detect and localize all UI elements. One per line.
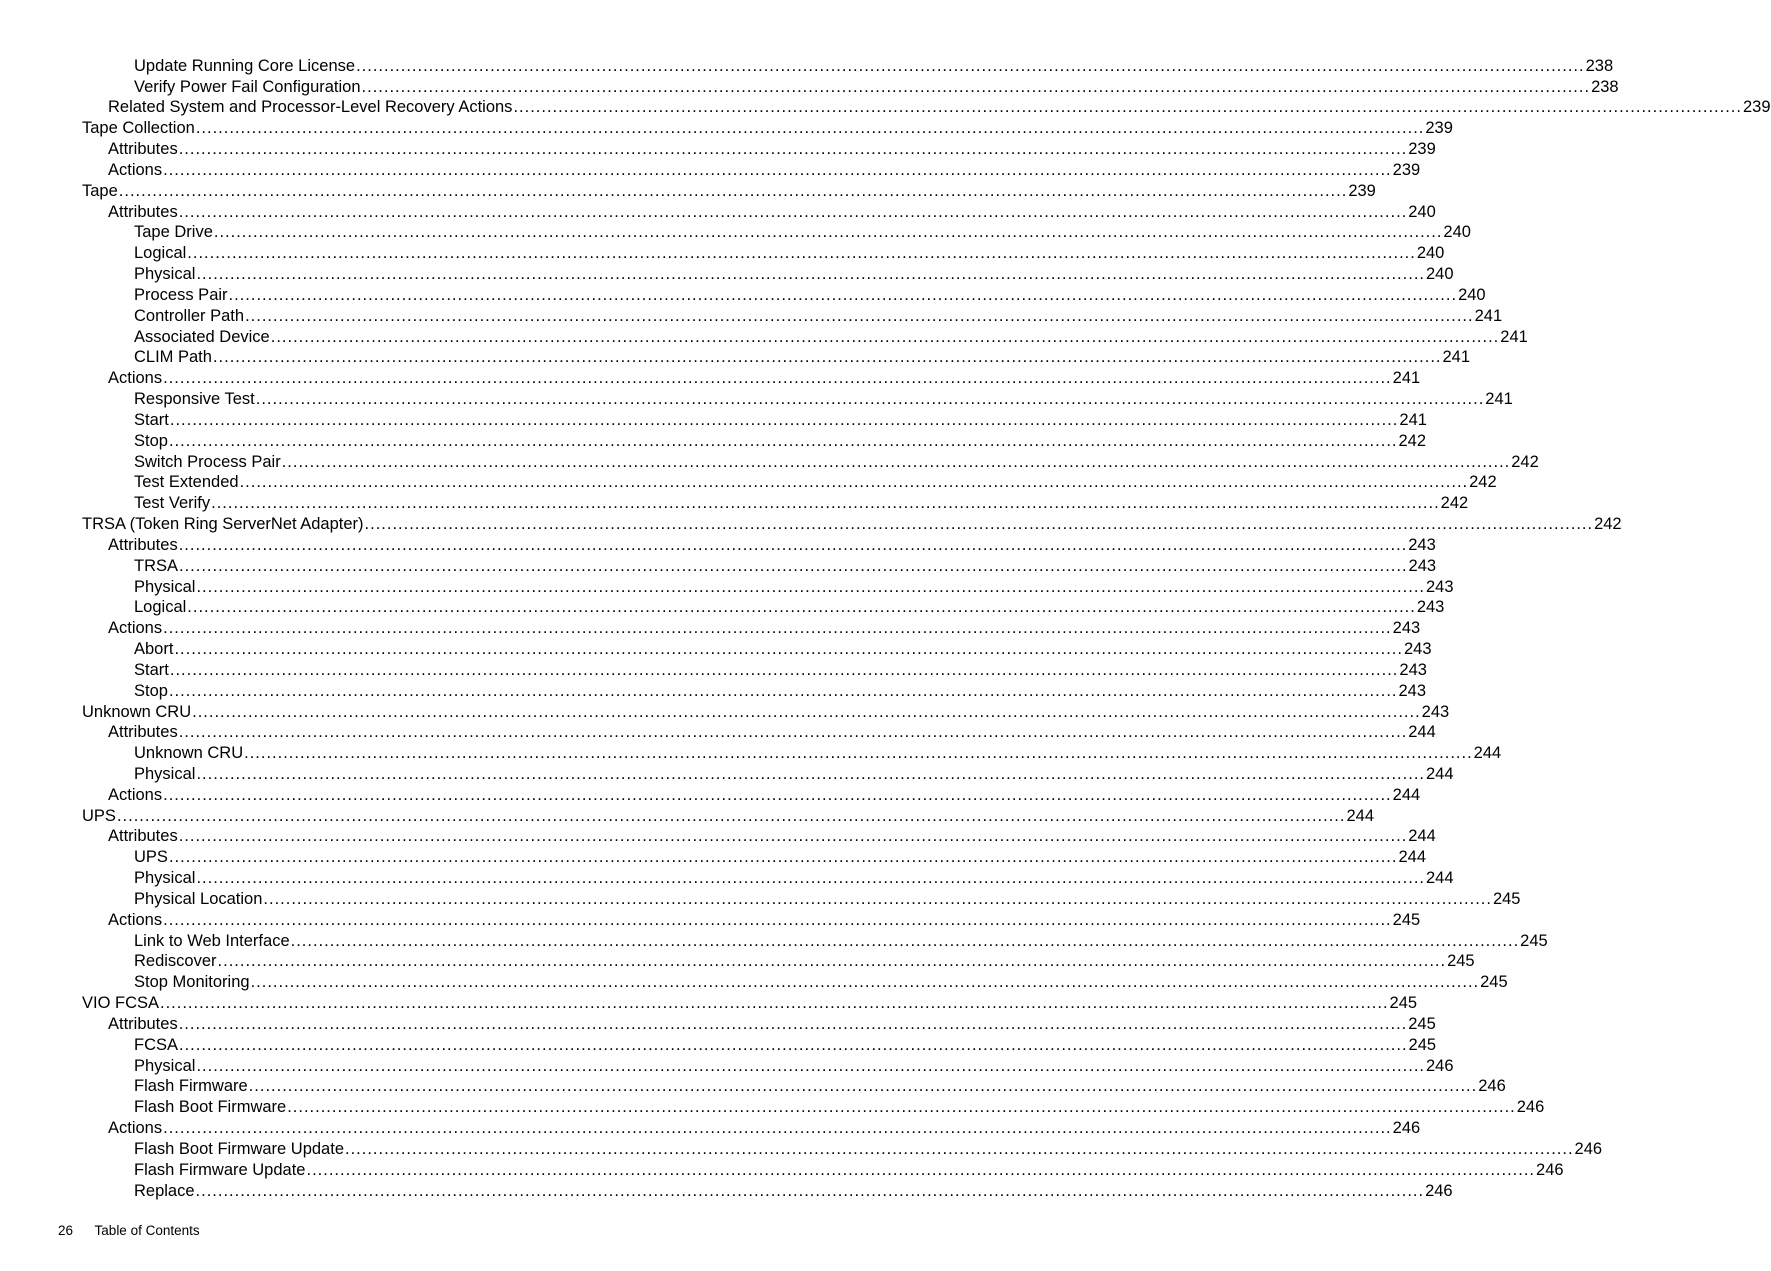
footer-section-title: Table of Contents [94,1223,200,1238]
toc-entry-title: Actions [108,369,163,388]
toc-entry[interactable] [0,347,1471,368]
toc-entry-title: Test Extended [134,473,239,492]
toc-entry-page: 243 [1425,577,1454,596]
toc-entry[interactable] [0,1138,1603,1159]
toc-dot-leader: ............................................................................................................................................................................................................................ [192,702,1421,721]
toc-entry-title: Actions [108,785,163,804]
toc-entry-title: Physical [134,869,196,888]
toc-dot-leader: ............................................................................................................................................................................................................................ [178,1014,1408,1033]
toc-dot-leader: ............................................................................................................................................................................................................................ [169,410,1399,429]
toc-entry-title: Physical Location [134,889,263,908]
toc-entry[interactable] [0,117,1453,138]
toc-dot-leader: ............................................................................................................................................................................................................................ [263,889,1492,908]
toc-entry-title: Actions [108,619,163,638]
toc-entry[interactable] [0,576,1454,597]
toc-entry[interactable] [0,701,1450,722]
toc-entry-title: Verify Power Fail Configuration [134,77,361,96]
toc-entry-title: Actions [108,160,163,179]
toc-dot-leader: ............................................................................................................................................................................................................................ [168,848,1398,867]
toc-entry-page: 244 [1346,806,1374,825]
toc-entry[interactable] [0,951,1475,972]
toc-dot-leader: ............................................................................................................................................................................................................................ [217,952,1447,971]
toc-dot-leader: ............................................................................................................................................................................................................................ [287,1098,1516,1117]
toc-entry-page: 246 [1392,1119,1421,1138]
toc-entry-page: 245 [1392,910,1421,929]
toc-dot-leader: ............................................................................................................................................................................................................................ [118,181,1348,200]
toc-entry-page: 241 [1474,306,1503,325]
toc-entry-page: 246 [1516,1098,1545,1117]
toc-dot-leader: ............................................................................................................................................................................................................................ [270,327,1500,346]
toc-entry[interactable] [0,805,1374,826]
toc-entry[interactable] [0,430,1427,451]
toc-entry-page: 245 [1447,952,1475,971]
toc-entry[interactable] [0,1117,1421,1138]
toc-entry-page: 242 [1511,452,1539,471]
toc-entry-title: Attributes [108,140,178,159]
toc-entry-title: Attributes [108,202,178,221]
toc-entry[interactable] [0,617,1421,638]
toc-entry[interactable] [0,826,1436,847]
toc-dot-leader: ............................................................................................................................................................................................................................ [187,598,1416,617]
toc-entry-page: 244 [1425,764,1454,783]
toc-dot-leader: ............................................................................................................................................................................................................................ [163,1119,1392,1138]
toc-entry-page: 245 [1492,889,1521,908]
toc-dot-leader: ............................................................................................................................................................................................................................ [163,369,1392,388]
toc-entry[interactable] [0,722,1436,743]
toc-entry-page: 242 [1398,431,1427,450]
toc-entry[interactable] [0,492,1469,513]
toc-entry[interactable] [0,638,1432,659]
toc-entry-page: 245 [1520,931,1548,950]
toc-entry[interactable] [0,992,1418,1013]
toc-entry[interactable] [0,763,1454,784]
toc-dot-leader: ............................................................................................................................................................................................................................ [196,1056,1425,1075]
toc-entry-page: 246 [1536,1160,1564,1179]
toc-dot-leader: ............................................................................................................................................................................................................................ [160,994,1389,1013]
toc-entry[interactable] [0,76,1619,97]
toc-entry-page: 240 [1458,285,1486,304]
toc-entry-title: Tape [82,181,118,200]
toc-dot-leader: ............................................................................................................................................................................................................................ [168,431,1398,450]
toc-entry[interactable] [0,451,1539,472]
toc-entry-page: 241 [1392,369,1421,388]
toc-entry[interactable] [0,159,1421,180]
toc-entry-page: 238 [1591,77,1619,96]
toc-entry-page: 243 [1403,640,1432,659]
toc-entry[interactable] [0,909,1421,930]
toc-dot-leader: ............................................................................................................................................................................................................................ [290,931,1520,950]
toc-entry[interactable] [0,201,1436,222]
toc-entry-page: 240 [1416,244,1445,263]
toc-entry[interactable] [0,222,1471,243]
toc-entry-title: Replace [134,1181,195,1200]
toc-entry[interactable] [0,263,1454,284]
toc-dot-leader: ............................................................................................................................................................................................................................ [281,452,1511,471]
toc-entry[interactable] [0,1159,1564,1180]
toc-entry-title: Flash Firmware Update [134,1160,306,1179]
toc-entry[interactable] [0,97,1771,118]
toc-dot-leader: ............................................................................................................................................................................................................................ [178,827,1408,846]
toc-entry-page: 244 [1473,744,1502,763]
toc-entry-title: Attributes [108,723,178,742]
toc-entry-title: VIO FCSA [82,994,160,1013]
toc-entry-page: 243 [1421,702,1450,721]
footer-page-number: 26 [58,1223,74,1238]
toc-dot-leader: ............................................................................................................................................................................................................................ [178,723,1408,742]
toc-entry-title: Attributes [108,535,178,554]
toc-entry-title: Start [134,410,169,429]
table-of-contents [0,55,1771,1201]
toc-dot-leader: ............................................................................................................................................................................................................................ [196,577,1425,596]
toc-dot-leader: ............................................................................................................................................................................................................................ [116,806,1346,825]
toc-entry-title: Actions [108,910,163,929]
toc-entry-title: Controller Path [134,306,245,325]
toc-entry[interactable] [0,867,1454,888]
toc-entry[interactable] [0,138,1436,159]
toc-entry-page: 239 [1742,98,1771,117]
toc-entry[interactable] [0,888,1521,909]
toc-entry-title: Unknown CRU [134,744,244,763]
toc-dot-leader: ............................................................................................................................................................................................................................ [163,619,1392,638]
toc-entry-title: Flash Boot Firmware [134,1098,287,1117]
toc-dot-leader: ............................................................................................................................................................................................................................ [212,348,1442,367]
toc-entry[interactable] [0,680,1427,701]
toc-entry-page: 245 [1408,1035,1437,1054]
toc-entry[interactable] [0,784,1421,805]
toc-entry-title: Switch Process Pair [134,452,281,471]
toc-dot-leader: ............................................................................................................................................................................................................................ [306,1160,1536,1179]
toc-entry-page: 244 [1425,869,1454,888]
toc-entry-title: Attributes [108,827,178,846]
toc-entry-page: 241 [1485,390,1513,409]
toc-entry-title: Process Pair [134,285,228,304]
toc-entry[interactable] [0,1180,1453,1201]
toc-entry-title: FCSA [134,1035,179,1054]
toc-dot-leader: ............................................................................................................................................................................................................................ [163,785,1392,804]
page-footer [58,1222,200,1240]
toc-entry-title: Link to Web Interface [134,931,290,950]
toc-dot-leader: ............................................................................................................................................................................................................................ [364,515,1594,534]
toc-dot-leader: ............................................................................................................................................................................................................................ [228,285,1458,304]
toc-entry-title: Physical [134,265,196,284]
toc-entry-page: 245 [1389,994,1418,1013]
toc-entry[interactable] [0,555,1437,576]
toc-entry-title: Attributes [108,1014,178,1033]
toc-entry[interactable] [0,55,1614,76]
toc-entry-title: Flash Firmware [134,1077,248,1096]
toc-entry-title: UPS [134,848,168,867]
toc-entry-page: 246 [1425,1056,1454,1075]
toc-entry-title: Physical [134,1056,196,1075]
toc-dot-leader: ............................................................................................................................................................................................................................ [178,202,1408,221]
toc-entry-page: 243 [1398,681,1427,700]
toc-entry[interactable] [0,1076,1506,1097]
toc-dot-leader: ............................................................................................................................................................................................................................ [195,119,1425,138]
toc-entry-title: TRSA [134,556,179,575]
toc-dot-leader: ............................................................................................................................................................................................................................ [178,140,1408,159]
toc-dot-leader: ............................................................................................................................................................................................................................ [361,77,1591,96]
toc-dot-leader: ............................................................................................................................................................................................................................ [179,556,1408,575]
toc-dot-leader: ............................................................................................................................................................................................................................ [195,1181,1425,1200]
toc-entry[interactable] [0,409,1427,430]
toc-entry-title: Flash Boot Firmware Update [134,1139,344,1158]
toc-dot-leader: ............................................................................................................................................................................................................................ [244,744,1473,763]
toc-entry-page: 243 [1392,619,1421,638]
toc-entry-title: Stop [134,431,168,450]
toc-entry[interactable] [0,1034,1437,1055]
toc-entry[interactable] [0,971,1508,992]
toc-entry[interactable] [0,472,1497,493]
toc-entry-title: TRSA (Token Ring ServerNet Adapter) [82,515,364,534]
toc-entry-title: Physical [134,764,196,783]
toc-dot-leader: ............................................................................................................................................................................................................................ [169,660,1399,679]
toc-entry-page: 244 [1398,848,1426,867]
toc-entry-page: 243 [1416,598,1445,617]
toc-dot-leader: ............................................................................................................................................................................................................................ [163,160,1392,179]
toc-entry-title: Physical [134,577,196,596]
toc-dot-leader: ............................................................................................................................................................................................................................ [178,535,1408,554]
toc-entry[interactable] [0,742,1502,763]
toc-entry-page: 239 [1348,181,1376,200]
toc-entry-title: Unknown CRU [82,702,192,721]
toc-entry-page: 244 [1408,827,1436,846]
toc-entry-title: Responsive Test [134,390,255,409]
toc-entry-title: Stop Monitoring [134,973,250,992]
toc-entry-title: Logical [134,244,187,263]
toc-entry-page: 243 [1408,556,1437,575]
toc-dot-leader: ............................................................................................................................................................................................................................ [196,869,1425,888]
toc-entry-title: Related System and Processor-Level Recovery Actions [108,98,513,117]
toc-entry-page: 239 [1425,119,1453,138]
toc-entry[interactable] [0,513,1622,534]
toc-entry-page: 246 [1425,1181,1453,1200]
toc-entry-page: 246 [1478,1077,1506,1096]
toc-entry[interactable] [0,242,1445,263]
toc-entry-title: Logical [134,598,187,617]
toc-dot-leader: ............................................................................................................................................................................................................................ [174,640,1403,659]
toc-entry-page: 240 [1443,223,1471,242]
toc-entry[interactable] [0,1013,1436,1034]
toc-entry[interactable] [0,534,1436,555]
toc-entry-page: 239 [1392,160,1421,179]
toc-entry[interactable] [0,388,1513,409]
toc-dot-leader: ............................................................................................................................................................................................................................ [345,1139,1574,1158]
toc-entry-page: 245 [1480,973,1508,992]
toc-entry-page: 242 [1469,473,1497,492]
toc-dot-leader: ............................................................................................................................................................................................................................ [213,223,1443,242]
toc-entry[interactable] [0,1055,1454,1076]
toc-dot-leader: ............................................................................................................................................................................................................................ [255,390,1485,409]
toc-entry-title: Start [134,660,169,679]
toc-entry[interactable] [0,659,1427,680]
toc-entry[interactable] [0,284,1486,305]
toc-dot-leader: ............................................................................................................................................................................................................................ [187,244,1416,263]
toc-entry-page: 242 [1594,515,1622,534]
toc-entry-title: UPS [82,806,116,825]
toc-entry-title: Stop [134,681,168,700]
toc-entry-page: 242 [1440,494,1469,513]
toc-dot-leader: ............................................................................................................................................................................................................................ [196,265,1425,284]
toc-entry-page: 240 [1425,265,1454,284]
toc-entry-page: 239 [1408,140,1436,159]
toc-entry-title: Tape Drive [134,223,213,242]
toc-entry-page: 241 [1442,348,1471,367]
toc-entry-page: 241 [1399,410,1427,429]
toc-entry-title: Abort [134,640,174,659]
toc-entry-title: CLIM Path [134,348,212,367]
toc-dot-leader: ............................................................................................................................................................................................................................ [239,473,1469,492]
toc-entry-page: 246 [1574,1139,1603,1158]
toc-entry-title: Actions [108,1119,163,1138]
toc-entry-page: 238 [1585,56,1614,75]
toc-dot-leader: ............................................................................................................................................................................................................................ [248,1077,1478,1096]
toc-entry[interactable] [0,305,1503,326]
toc-entry-page: 245 [1408,1014,1436,1033]
toc-dot-leader: ............................................................................................................................................................................................................................ [211,494,1440,513]
toc-entry-title: Tape Collection [82,119,195,138]
toc-dot-leader: ............................................................................................................................................................................................................................ [250,973,1480,992]
toc-entry-page: 243 [1399,660,1427,679]
toc-entry[interactable] [0,597,1445,618]
toc-entry-page: 244 [1392,785,1421,804]
toc-dot-leader: ............................................................................................................................................................................................................................ [168,681,1398,700]
toc-entry[interactable] [0,1096,1545,1117]
toc-entry[interactable] [0,930,1548,951]
toc-dot-leader: ............................................................................................................................................................................................................................ [163,910,1392,929]
toc-entry[interactable] [0,367,1421,388]
toc-entry-title: Associated Device [134,327,270,346]
toc-dot-leader: ............................................................................................................................................................................................................................ [245,306,1474,325]
toc-entry[interactable] [0,846,1426,867]
toc-entry-page: 240 [1408,202,1436,221]
toc-entry-page: 241 [1500,327,1528,346]
toc-entry-title: Update Running Core License [134,56,356,75]
toc-dot-leader: ............................................................................................................................................................................................................................ [179,1035,1408,1054]
toc-dot-leader: ............................................................................................................................................................................................................................ [196,764,1425,783]
toc-entry-title: Rediscover [134,952,217,971]
toc-entry[interactable] [0,180,1376,201]
toc-entry-title: Test Verify [134,494,211,513]
toc-entry-page: 243 [1408,535,1436,554]
toc-dot-leader: ............................................................................................................................................................................................................................ [513,98,1742,117]
toc-dot-leader: ............................................................................................................................................................................................................................ [356,56,1585,75]
toc-entry-page: 244 [1408,723,1436,742]
toc-entry[interactable] [0,326,1528,347]
